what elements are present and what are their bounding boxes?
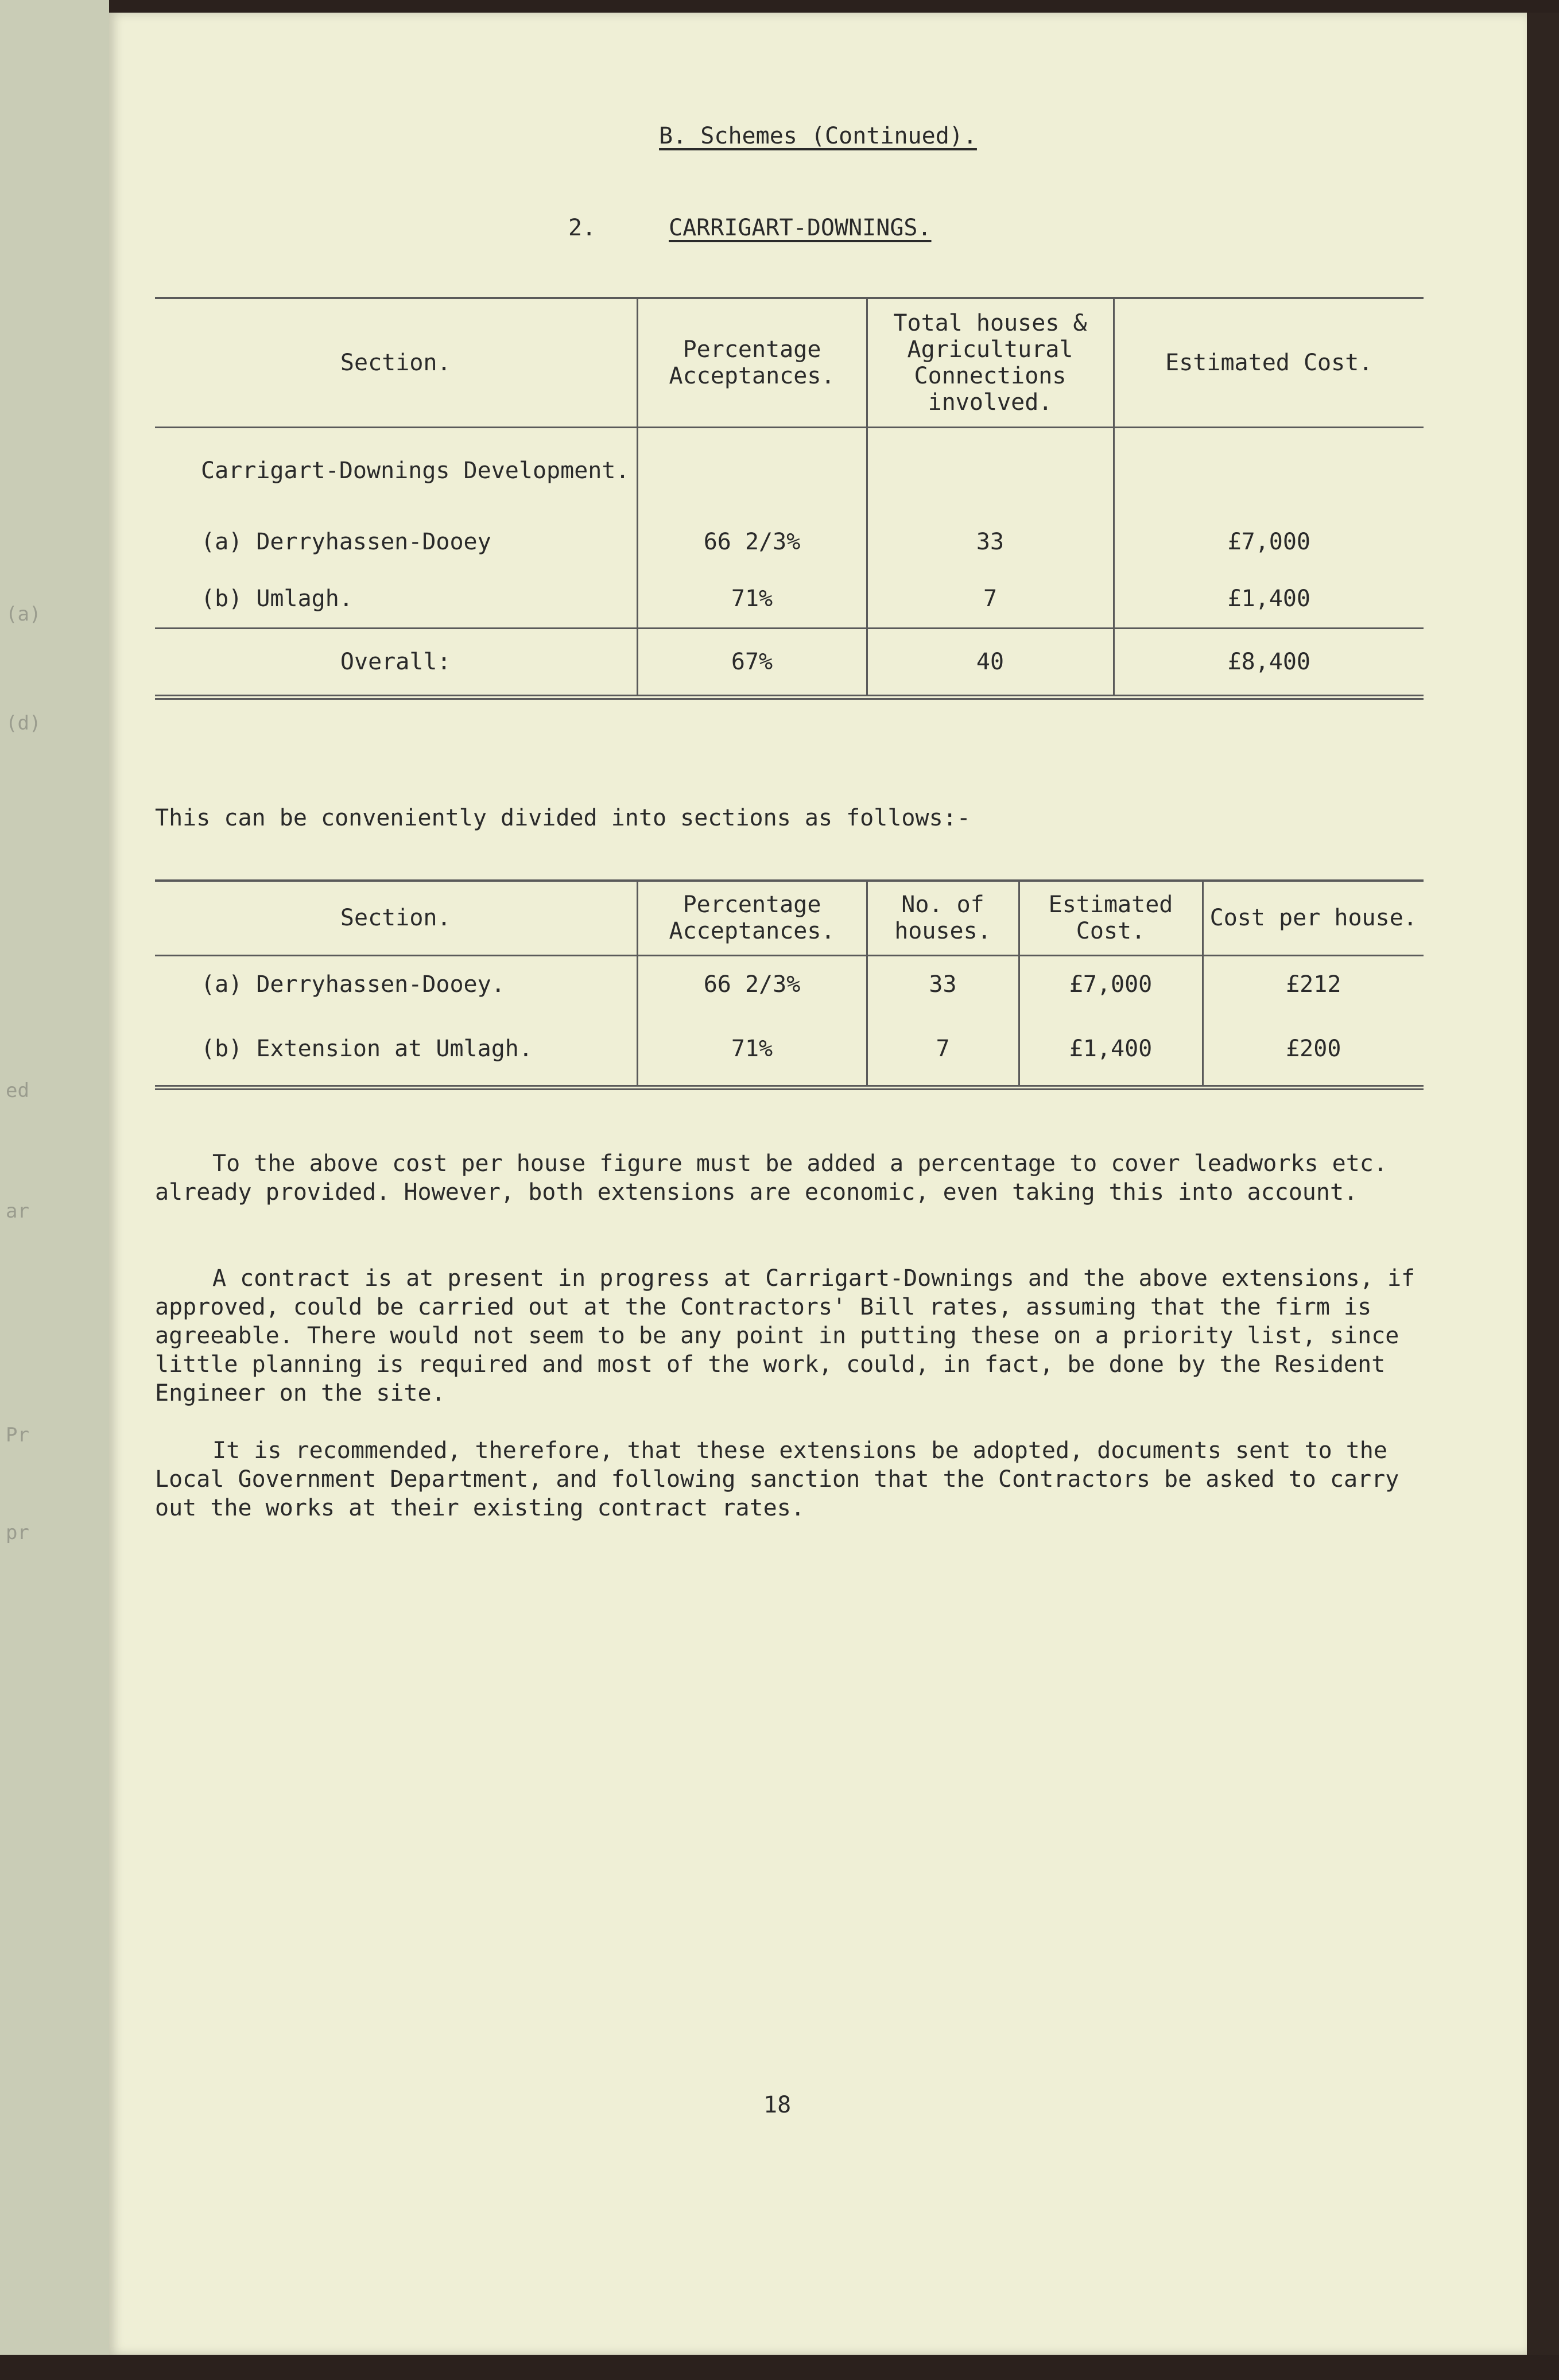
margin-fragment: pr xyxy=(6,1521,29,1544)
col-header-cost: Estimated Cost. xyxy=(1114,298,1424,427)
table-row: (a) Derryhassen-Dooey 66 2/3% 33 £7,000 xyxy=(155,513,1424,571)
table-row: (b) Extension at Umlagh. 71% 7 £1,400 £200 xyxy=(155,1013,1424,1087)
intro-text: This can be conveniently divided into sections as follows:- xyxy=(155,805,971,831)
page-number: 18 xyxy=(763,2092,792,2118)
paragraph-recommendation: It is recommended, therefore, that these extensions be adopted, documents sent to the Local Government Department, and following sanction that the Contractors be asked to carry out the works at their existing contract rates. xyxy=(155,1437,1399,1521)
scheme-number: 2. xyxy=(568,215,596,241)
paragraph-contract: A contract is at present in progress at Carrigart-Downings and the above extensions, if approved, could be carried out at the Contractors' Bill rates, assuming that the firm is agreeable. There would not seem to be any point in putting these on a priority list, since little planning is required and most of the work, could, in fact, be done by the Resident Engineer on the site. xyxy=(155,1265,1415,1406)
cost-summary-table xyxy=(155,297,1424,700)
col-header-section: Section. xyxy=(155,298,637,427)
overall-row: Overall: 67% 40 £8,400 xyxy=(155,628,1424,697)
col-header-cost-per-house: Cost per house. xyxy=(1203,881,1424,955)
col-header-cost: Estimated Cost. xyxy=(1019,881,1203,955)
document-page xyxy=(109,13,1527,2355)
margin-fragment: Pr xyxy=(6,1424,29,1447)
margin-fragment: ar xyxy=(6,1200,29,1223)
col-header-section: Section. xyxy=(155,881,637,955)
col-header-percentage: Percentage Acceptances. xyxy=(637,298,867,427)
margin-fragment: ed xyxy=(6,1079,29,1102)
scan-bottom-border xyxy=(0,2355,1559,2380)
table-row: (b) Umlagh. 71% 7 £1,400 xyxy=(155,571,1424,628)
scheme-title: CARRIGART-DOWNINGS. xyxy=(669,215,932,241)
section-breakdown-table xyxy=(155,879,1424,1090)
group-label: Carrigart-Downings Development. xyxy=(155,427,637,513)
margin-fragment: (d) xyxy=(6,712,41,735)
scan-top-border xyxy=(0,0,1559,13)
margin-fragment: (a) xyxy=(6,603,41,626)
col-header-houses: No. of houses. xyxy=(867,881,1019,955)
col-header-houses: Total houses & Agricultural Connections involved. xyxy=(867,298,1114,427)
paragraph-leadworks: To the above cost per house figure must be added a percentage to cover leadworks etc. already provided. However, both extensions are economic, even taking this into account. xyxy=(155,1150,1387,1205)
section-heading: B. Schemes (Continued). xyxy=(659,123,977,149)
scan-right-border xyxy=(1527,13,1559,2380)
previous-page-edge xyxy=(0,0,109,2380)
col-header-percentage: Percentage Acceptances. xyxy=(637,881,867,955)
table-row: (a) Derryhassen-Dooey. 66 2/3% 33 £7,000 £212 xyxy=(155,955,1424,1013)
